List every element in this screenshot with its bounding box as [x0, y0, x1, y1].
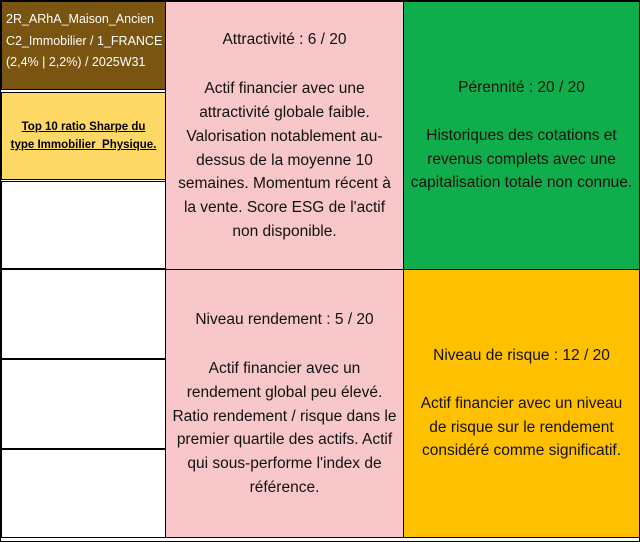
risque-description: Actif financier avec un niveau de risque sur le rendement considéré comme significatif.	[420, 394, 623, 460]
empty-cell	[1, 449, 166, 538]
risque-title: Niveau de risque : 12 / 20	[433, 347, 610, 365]
asset-header	[1, 1, 166, 90]
perennite-title: Pérennité : 20 / 20	[458, 79, 585, 97]
empty-cell	[1, 269, 166, 359]
asset-category: C2_Immobilier / 1_FRANCE	[6, 33, 163, 48]
attractivite-panel	[165, 1, 404, 270]
empty-cell	[1, 181, 166, 269]
perennite-panel	[403, 1, 640, 270]
ranking-label: Top 10 ratio Sharpe du type Immobilier_Physique.	[10, 120, 157, 151]
ranking-badge	[1, 92, 166, 180]
attractivite-title: Attractivité : 6 / 20	[222, 30, 347, 48]
attractivite-description: Actif financier avec une attractivité globale faible. Valorisation notablement au-dessus de la moyenne 10 semaines. Momentum récent à la vente. Score ESG de l'actif non disponible.	[178, 80, 391, 240]
risque-panel	[403, 269, 640, 538]
empty-cell	[1, 359, 166, 449]
rendement-panel	[165, 269, 404, 538]
perennite-description: Historiques des cotations et revenus complets avec une capitalisation totale non connue.	[410, 126, 633, 192]
rendement-title: Niveau rendement : 5 / 20	[195, 310, 374, 328]
asset-name: 2R_ARhA_Maison_Ancien	[6, 12, 155, 26]
rendement-description: Actif financier avec un rendement global peu élevé. Ratio rendement / risque dans le premier quartile des actifs. Actif qui sous-performe l'index de référence.	[172, 360, 397, 496]
asset-returns-week: (2,4% | 2,2%) / 2025W31	[6, 55, 146, 69]
